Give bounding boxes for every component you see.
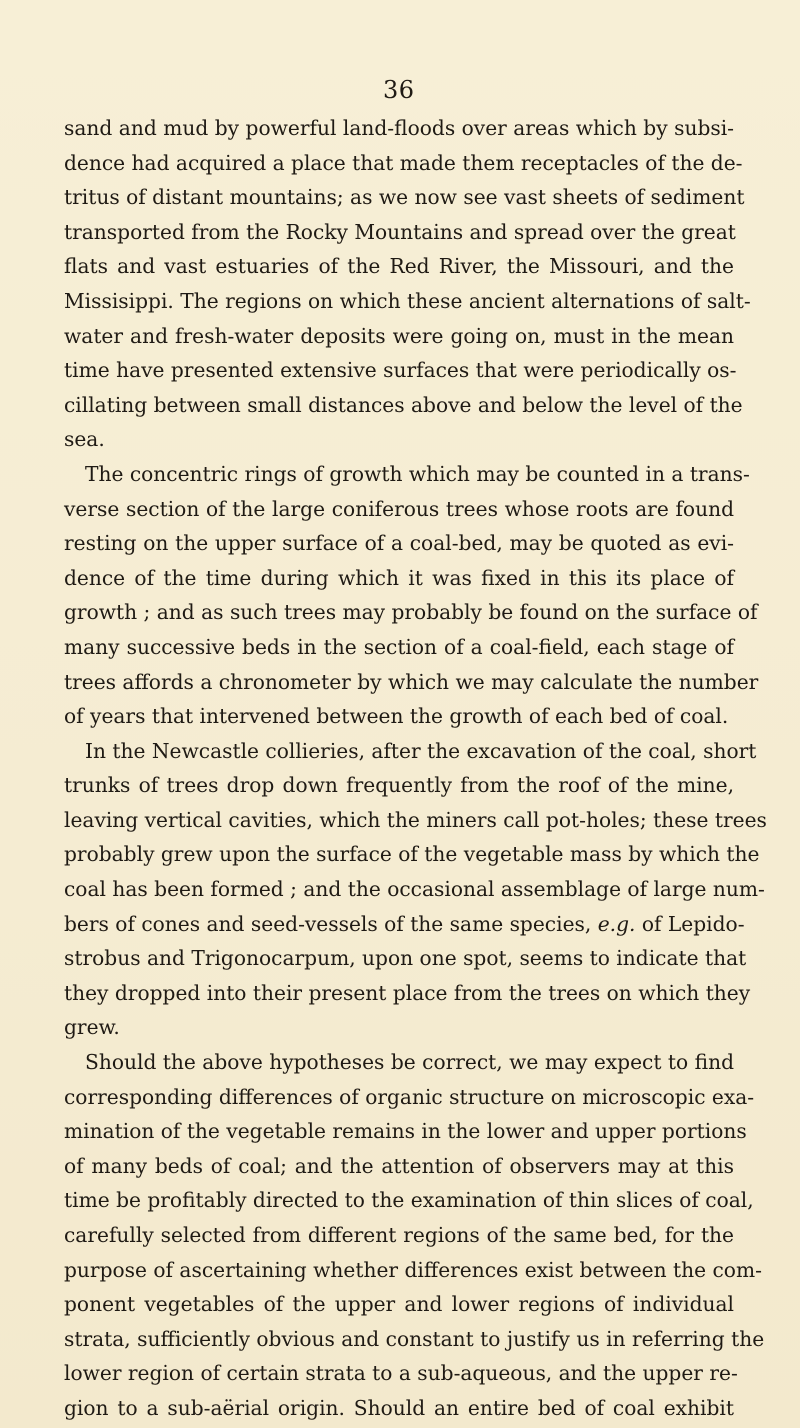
text-line: gion to a sub-aërial origin. Should an entire bed of coal exhibit [64, 1395, 734, 1420]
text-line: In the Newcastle collieries, after the excavation of the coal, short [85, 738, 757, 763]
text-line: strata, sufficiently obvious and constant to justify us in referring the [64, 1326, 765, 1351]
text-line: corresponding differences of organic structure on microscopic exa- [64, 1084, 755, 1109]
text-line: of many beds of coal; and the attention of observers may at this [64, 1153, 734, 1178]
text-line: coal has been formed ; and the occasional assemblage of large num- [64, 877, 765, 902]
text-line: grew. [64, 1015, 120, 1040]
text-line: purpose of ascertaining whether differences exist between the com- [64, 1257, 762, 1282]
text-line: water and fresh-water deposits were going on, must in the mean [64, 323, 734, 348]
text-line: tritus of distant mountains; as we now see vast sheets of sediment [64, 185, 745, 210]
text-line: trunks of trees drop down frequently from the roof of the mine, [64, 773, 734, 798]
text-segment: of Lepido- [635, 911, 745, 936]
text-line: Should the above hypotheses be correct, we may expect to find [85, 1050, 734, 1075]
text-line: leaving vertical cavities, which the miners call pot-holes; these trees [64, 807, 767, 832]
text-line: ponent vegetables of the upper and lower regions of individual [64, 1292, 734, 1317]
text-line: transported from the Rocky Mountains and spread over the great [64, 219, 736, 244]
text-line: trees affords a chronometer by which we may calculate the number [64, 669, 759, 694]
text-line: Missisippi. The regions on which these ancient alternations of salt- [64, 288, 751, 313]
text-line: verse section of the large coniferous trees whose roots are found [64, 496, 734, 521]
text-line: dence of the time during which it was fixed in this its place of [64, 565, 734, 590]
text-line: many successive beds in the section of a coal-field, each stage of [64, 634, 734, 659]
text-line: growth ; and as such trees may probably be found on the surface of [64, 600, 758, 625]
text-line: flats and vast estuaries of the Red River, the Missouri, and the [64, 254, 734, 279]
text-line: time have presented extensive surfaces that were periodically os- [64, 358, 737, 383]
text-line: time be profitably directed to the examination of thin slices of coal, [64, 1188, 754, 1213]
text-line: resting on the upper surface of a coal-bed, may be quoted as evi- [64, 531, 734, 556]
text-line: sand and mud by powerful land-floods over areas which by subsi- [64, 116, 734, 140]
italic-abbreviation: e.g. [597, 911, 636, 936]
text-line: dence had acquired a place that made them receptacles of the de- [64, 150, 743, 175]
text-line: carefully selected from different regions of the same bed, for the [64, 1223, 734, 1247]
text-line: they dropped into their present place from the trees on which they [64, 980, 751, 1005]
text-line: lower region of certain strata to a sub-aqueous, and the upper re- [64, 1361, 738, 1386]
body-text [64, 111, 767, 1426]
text-line: probably grew upon the surface of the vegetable mass by which the [64, 842, 760, 867]
text-line: mination of the vegetable remains in the lower and upper portions [64, 1119, 747, 1144]
text-line: strobus and Trigonocarpum, upon one spot, seems to indicate that [64, 946, 747, 971]
text-line: sea. [64, 427, 105, 452]
text-segment: bers of cones and seed-vessels of the same species, [64, 911, 598, 936]
text-line: of years that intervened between the growth of each bed of coal. [64, 704, 729, 729]
text-line: cillating between small distances above and below the level of the [64, 392, 743, 417]
page-number: 36 [383, 76, 415, 104]
text-line: The concentric rings of growth which may be counted in a trans- [85, 461, 750, 486]
text-line [64, 907, 745, 942]
